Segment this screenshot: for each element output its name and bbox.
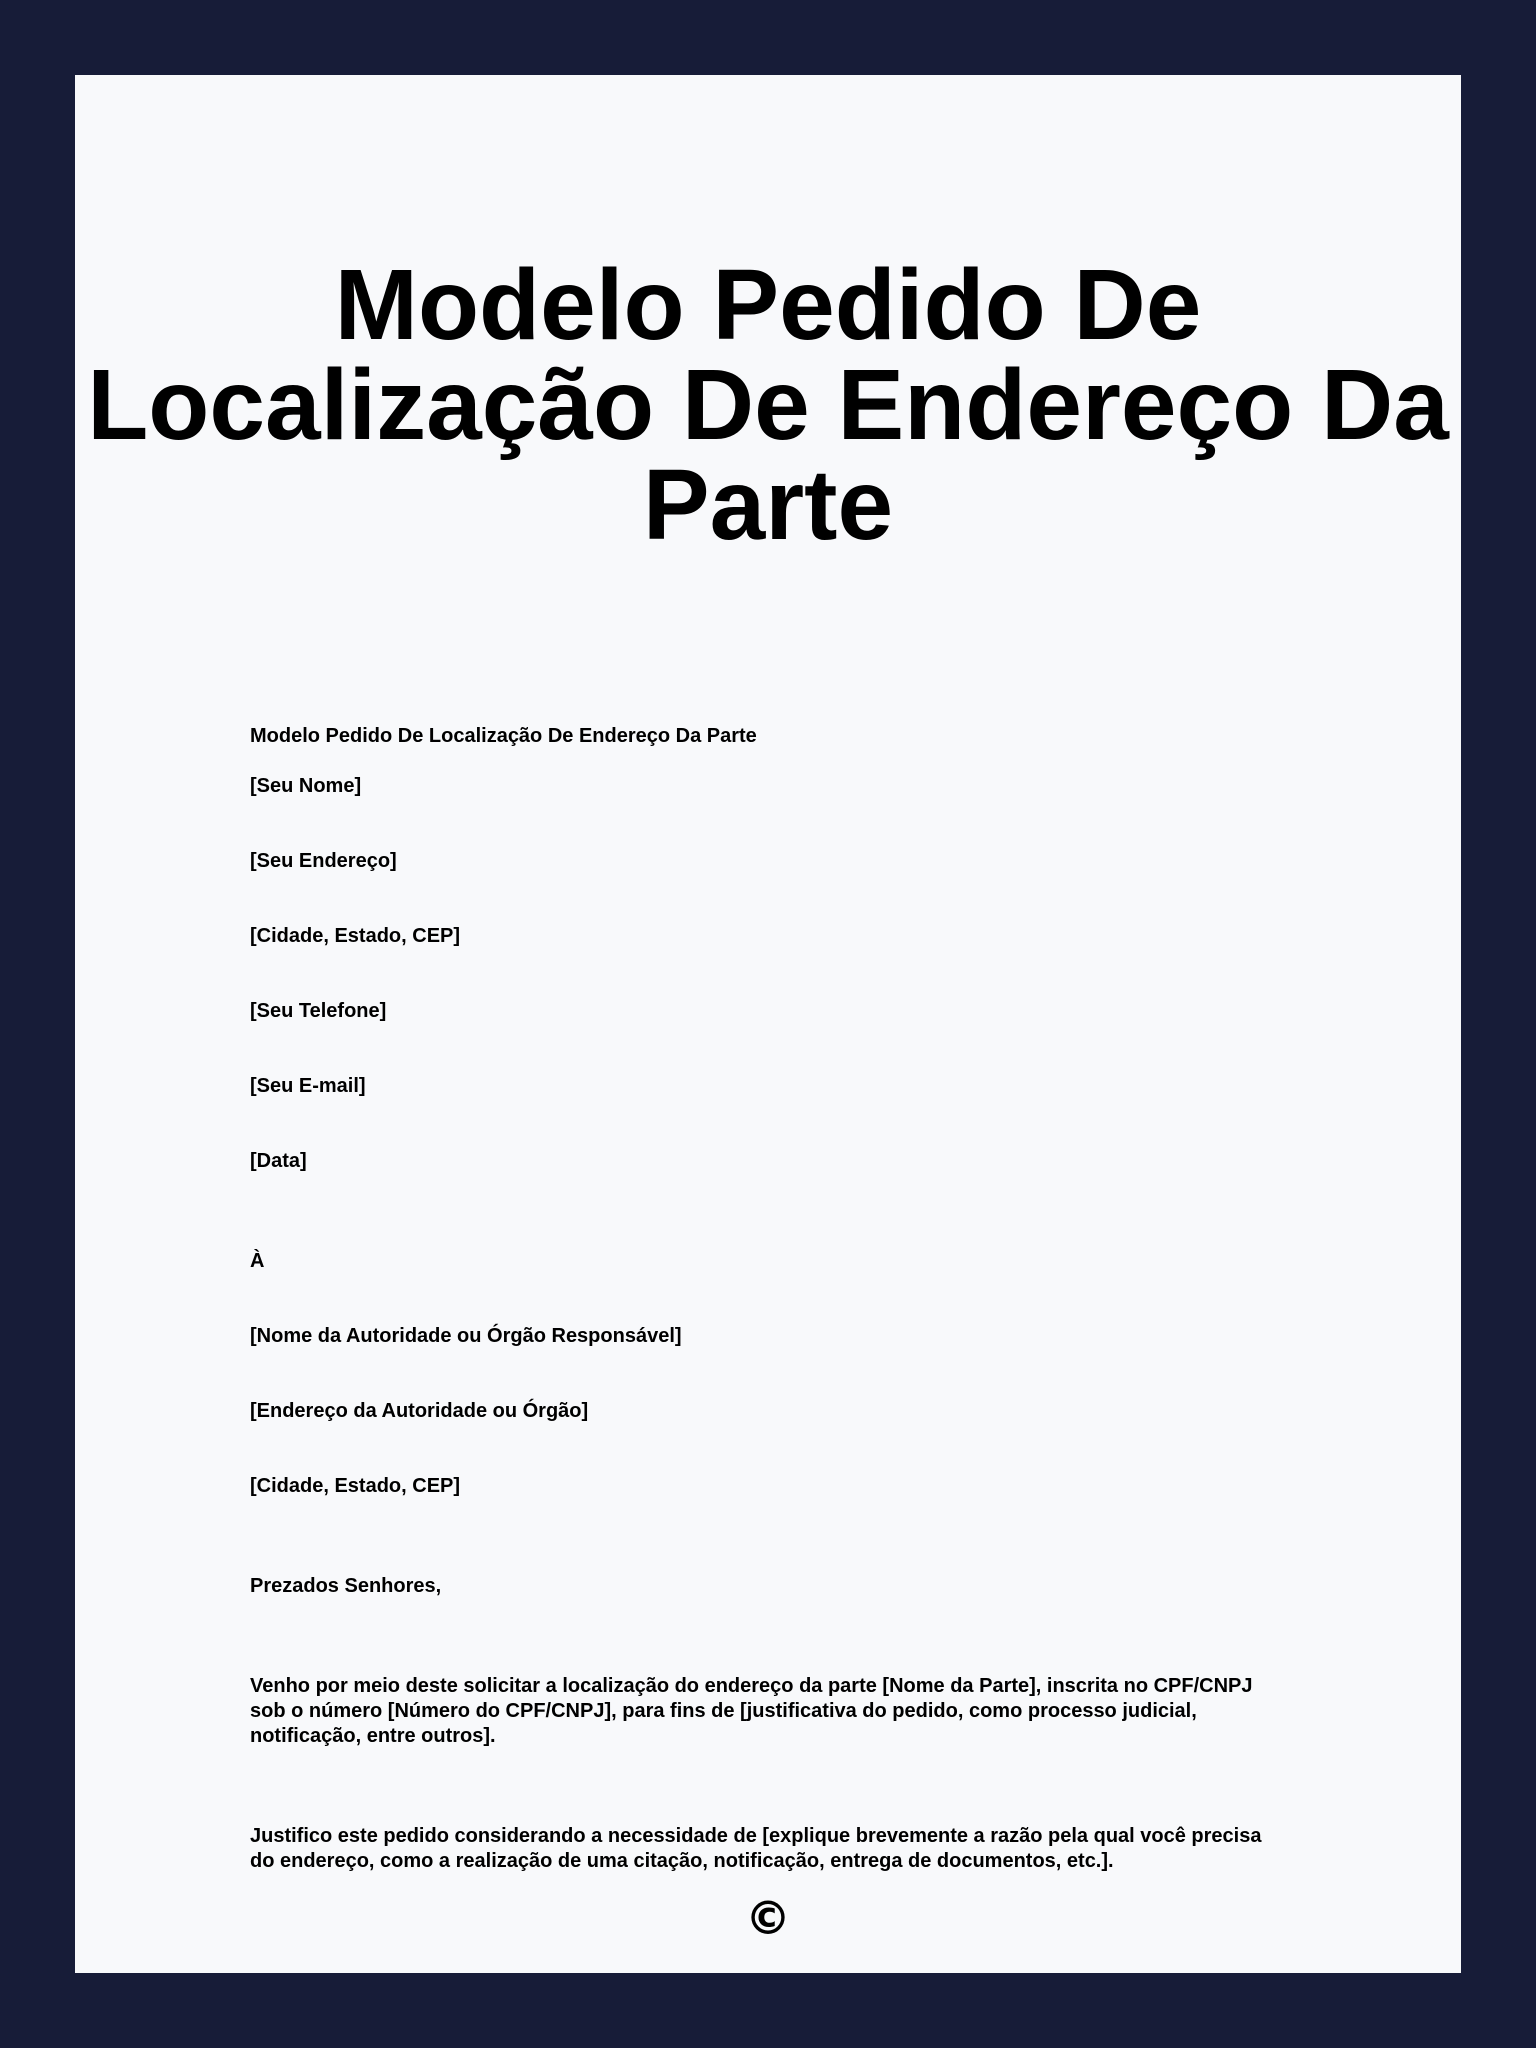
salutation: Prezados Senhores, [250, 1575, 442, 1597]
sender-email: [Seu E-mail] [250, 1075, 366, 1097]
recipient-city: [Cidade, Estado, CEP] [250, 1475, 461, 1497]
sender-city: [Cidade, Estado, CEP] [250, 925, 461, 947]
document-title: Modelo Pedido De Localização De Endereço Da Parte [87, 249, 1449, 561]
letter-date: [Data] [250, 1150, 307, 1172]
document-heading: Modelo Pedido De Localização De Endereço Da Parte [250, 725, 757, 747]
paragraph-request: Venho por meio deste solicitar a localização do endereço da parte [Nome da Parte], inscrita no CPF/CNPJ sob o número [Número do CPF/CNPJ], para fins de [justificativa do pedido, como processo judicial, notificação, entre outros]. [250, 1675, 1253, 1747]
recipient-name: [Nome da Autoridade ou Órgão Responsável] [250, 1325, 682, 1347]
sender-phone: [Seu Telefone] [250, 1000, 387, 1022]
paragraph-justification: Justifico este pedido considerando a necessidade de [explique brevemente a razão pela qual você precisa do endereço, como a realização de uma citação, notificação, entrega de documentos, etc.]. [250, 1825, 1262, 1872]
sender-name: [Seu Nome] [250, 775, 362, 797]
document-page [75, 75, 1461, 1973]
sender-address: [Seu Endereço] [250, 850, 397, 872]
recipient-address: [Endereço da Autoridade ou Órgão] [250, 1400, 589, 1422]
copyright-icon: © [745, 1891, 791, 1945]
recipient-prefix: À [250, 1250, 265, 1272]
